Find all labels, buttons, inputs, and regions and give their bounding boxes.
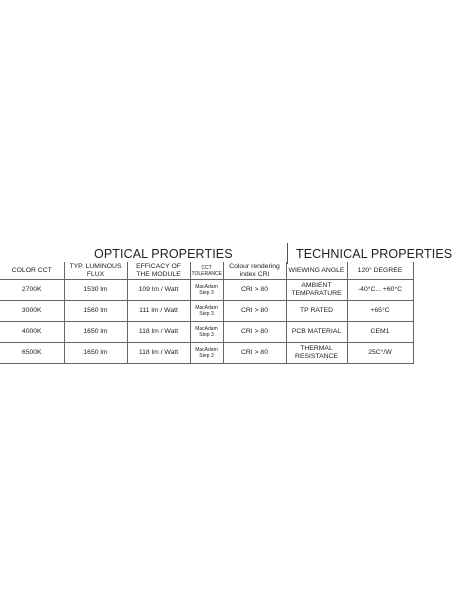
- cell-cct: 4000K: [0, 322, 64, 343]
- cell-value: CEM1: [347, 322, 413, 343]
- cell-cri: CRI > 80: [223, 343, 286, 364]
- header-cri: Colour rendering index CRI: [223, 262, 286, 280]
- table-row: [0, 322, 413, 343]
- table-row: [0, 280, 413, 301]
- table-row: [0, 343, 413, 364]
- cell-cri: CRI > 80: [223, 322, 286, 343]
- cell-cct: 3000K: [0, 301, 64, 322]
- header-luminous-flux: TYP. LUMINOUS FLUX: [64, 262, 127, 280]
- technical-properties-title: TECHNICAL PROPERTIES: [296, 247, 452, 261]
- cell-cct: 2700K: [0, 280, 64, 301]
- section-divider: [287, 243, 288, 264]
- cell-efficacy: 118 lm / Watt: [127, 343, 190, 364]
- cell-tolerance: MacAdam Step 3: [190, 322, 223, 343]
- properties-table: [0, 262, 414, 364]
- cell-flux: 1650 lm: [64, 343, 127, 364]
- cell-value: +65°C: [347, 301, 413, 322]
- cell-flux: 1530 lm: [64, 280, 127, 301]
- cell-cri: CRI > 80: [223, 280, 286, 301]
- cell-property: AMBIENT TEMPARATURE: [286, 280, 347, 301]
- cell-property: THERMAL RESISTANCE: [286, 343, 347, 364]
- cell-flux: 1650 lm: [64, 322, 127, 343]
- cell-value: 25C°/W: [347, 343, 413, 364]
- cell-cct: 6500K: [0, 343, 64, 364]
- table-row: [0, 301, 413, 322]
- header-color-cct: COLOR CCT: [0, 262, 64, 280]
- cell-tolerance: MacAdam Step 3: [190, 343, 223, 364]
- cell-tolerance: MacAdam Step 3: [190, 280, 223, 301]
- cell-efficacy: 109 lm / Watt: [127, 280, 190, 301]
- header-efficacy: EFFICACY OF THE MODULE: [127, 262, 190, 280]
- section-titles: [0, 244, 452, 262]
- cell-efficacy: 111 lm / Watt: [127, 301, 190, 322]
- header-row: [0, 262, 413, 280]
- cell-flux: 1560 lm: [64, 301, 127, 322]
- cell-value: -40°C... +60°C: [347, 280, 413, 301]
- cell-property: TP RATED: [286, 301, 347, 322]
- cell-cri: CRI > 80: [223, 301, 286, 322]
- header-viewing-angle: WIEWING ANGLE: [286, 262, 347, 280]
- cell-property: PCB MATERIAL: [286, 322, 347, 343]
- cell-efficacy: 118 lm / Watt: [127, 322, 190, 343]
- properties-sheet: [0, 244, 452, 360]
- header-cct-tolerance: CCT TOLERANCE: [190, 262, 223, 280]
- cell-tolerance: MacAdam Step 3: [190, 301, 223, 322]
- optical-properties-title: OPTICAL PROPERTIES: [94, 247, 233, 261]
- header-viewing-angle-value: 120° DEGREE: [347, 262, 413, 280]
